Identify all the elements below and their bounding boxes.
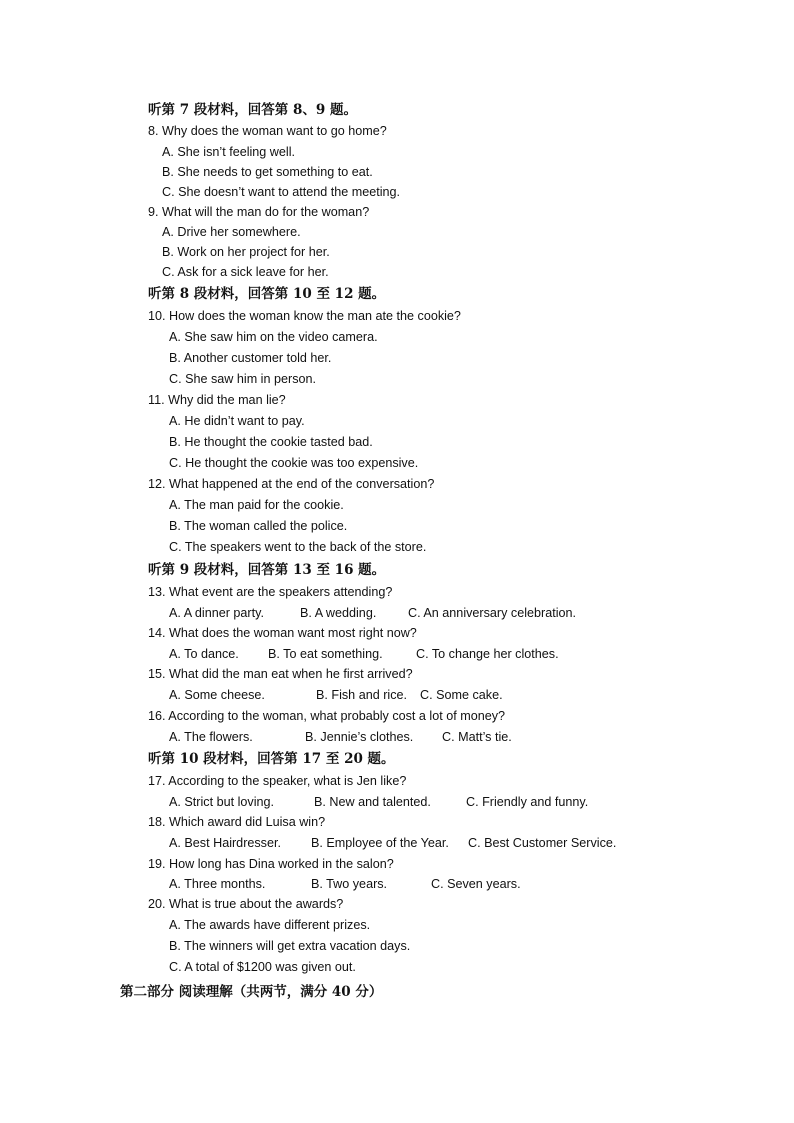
option: A. Strict but loving. bbox=[169, 795, 274, 809]
option: A. To dance. bbox=[169, 647, 239, 661]
option-row bbox=[169, 605, 576, 621]
option: A. The man paid for the cookie. bbox=[169, 498, 344, 512]
question-9: 9. What will the man do for the woman? bbox=[148, 205, 370, 219]
option: A. He didn’t want to pay. bbox=[169, 414, 305, 428]
option-row bbox=[169, 876, 521, 892]
section-heading: 听第 7 段材料，回答第 8、9 题。 bbox=[148, 102, 357, 118]
option: B. Two years. bbox=[311, 877, 388, 891]
section-heading: 听第 10 段材料，回答第 17 至 20 题。 bbox=[148, 751, 395, 767]
option-row bbox=[169, 687, 503, 703]
option: B. New and talented. bbox=[314, 795, 431, 809]
option: C. Some cake. bbox=[420, 688, 503, 702]
option: C. Friendly and funny. bbox=[466, 795, 589, 809]
option: A. Best Hairdresser. bbox=[169, 836, 281, 850]
section-heading: 听第 9 段材料，回答第 13 至 16 题。 bbox=[148, 562, 386, 578]
option: B. She needs to get something to eat. bbox=[162, 165, 373, 179]
question-12: 12. What happened at the end of the conversation? bbox=[148, 477, 435, 491]
option: C. An anniversary celebration. bbox=[408, 606, 577, 620]
option: C. She doesn’t want to attend the meeting. bbox=[162, 185, 401, 199]
option: B. Jennie’s clothes. bbox=[305, 730, 414, 744]
option: B. Another customer told her. bbox=[169, 351, 332, 365]
option: A. She isn’t feeling well. bbox=[162, 145, 296, 159]
option: B. A wedding. bbox=[300, 606, 377, 620]
section-heading: 听第 8 段材料，回答第 10 至 12 题。 bbox=[148, 286, 386, 302]
option: B. The winners will get extra vacation days. bbox=[169, 939, 411, 953]
question-13: 13. What event are the speakers attending? bbox=[148, 585, 393, 599]
option: C. Matt’s tie. bbox=[442, 730, 512, 744]
question-14: 14. What does the woman want most right now? bbox=[148, 626, 417, 640]
question-16: 16. According to the woman, what probably cost a lot of money? bbox=[148, 709, 506, 723]
question-18: 18. Which award did Luisa win? bbox=[148, 815, 326, 829]
part-two-heading: 第二部分 阅读理解（共两节，满分 40 分） bbox=[120, 984, 383, 1000]
option-row bbox=[169, 794, 588, 810]
question-19: 19. How long has Dina worked in the salon? bbox=[148, 857, 394, 871]
option: C. To change her clothes. bbox=[416, 647, 559, 661]
option: C. A total of $1200 was given out. bbox=[169, 960, 356, 974]
option: C. The speakers went to the back of the store. bbox=[169, 540, 427, 554]
question-10: 10. How does the woman know the man ate the cookie? bbox=[148, 309, 461, 323]
question-8: 8. Why does the woman want to go home? bbox=[148, 124, 387, 138]
question-11: 11. Why did the man lie? bbox=[148, 393, 286, 407]
question-20: 20. What is true about the awards? bbox=[148, 897, 344, 911]
option: B. Fish and rice. bbox=[316, 688, 407, 702]
option: A. Drive her somewhere. bbox=[162, 225, 301, 239]
option: C. She saw him in person. bbox=[169, 372, 316, 386]
option-row bbox=[169, 646, 559, 662]
option: A. A dinner party. bbox=[169, 606, 264, 620]
option: A. Some cheese. bbox=[169, 688, 265, 702]
option: B. To eat something. bbox=[268, 647, 383, 661]
option: B. He thought the cookie tasted bad. bbox=[169, 435, 373, 449]
option: B. Work on her project for her. bbox=[162, 245, 330, 259]
option: C. Ask for a sick leave for her. bbox=[162, 265, 329, 279]
question-15: 15. What did the man eat when he first arrived? bbox=[148, 667, 413, 681]
option-row bbox=[169, 729, 512, 745]
question-17: 17. According to the speaker, what is Jen like? bbox=[148, 774, 407, 788]
option: B. The woman called the police. bbox=[169, 519, 348, 533]
option: A. The flowers. bbox=[169, 730, 253, 744]
option: A. The awards have different prizes. bbox=[169, 918, 371, 932]
option: C. He thought the cookie was too expensive. bbox=[169, 456, 419, 470]
option: B. Employee of the Year. bbox=[311, 836, 449, 850]
option: A. Three months. bbox=[169, 877, 266, 891]
option: A. She saw him on the video camera. bbox=[169, 330, 378, 344]
option: C. Best Customer Service. bbox=[468, 836, 617, 850]
option: C. Seven years. bbox=[431, 877, 521, 891]
option-row bbox=[169, 835, 616, 851]
